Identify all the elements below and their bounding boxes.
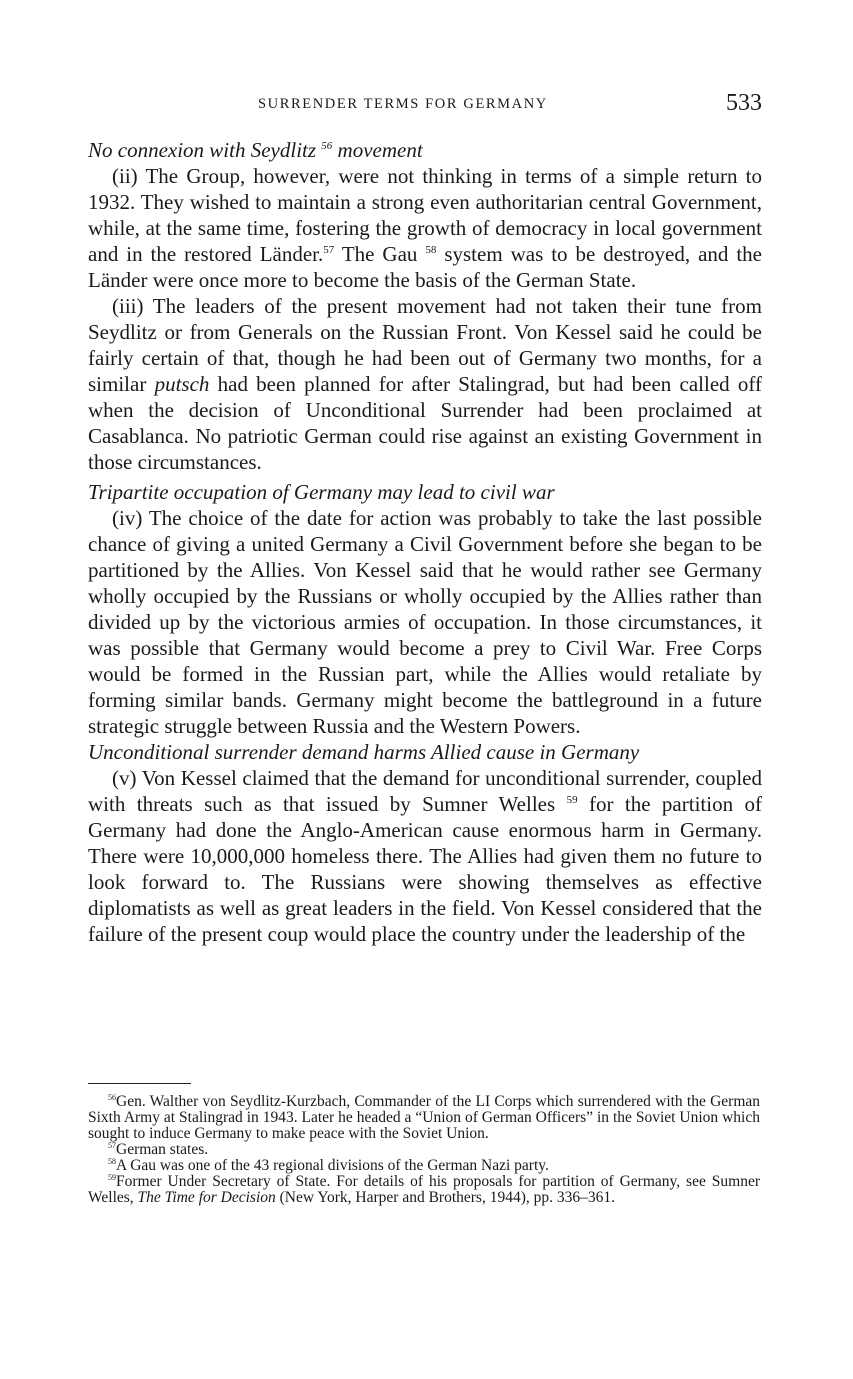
footnote-number: 59 [108,1173,116,1182]
footnote-number: 57 [108,1141,116,1150]
paragraph-v [88,765,762,947]
paragraph-text: The Gau [334,242,426,266]
section-heading-unconditional: Unconditional surrender demand harms Allied cause in Germany [88,740,640,764]
running-head [88,92,762,118]
italic-term-putsch: putsch [154,372,210,396]
footnote-text: (New York, Harper and Brothers, 1944), pp. 336–361. [275,1189,615,1206]
footnote-59 [88,1174,760,1206]
paragraph-ii [88,163,762,293]
running-title: SURRENDER TERMS FOR GERMANY [258,96,548,112]
footnote-text: Former Under Secretary of State. For details of his proposals for partition of Germany, see Sumner Welles, [88,1173,760,1206]
footnote-57 [88,1142,760,1158]
book-title: The Time for Decision [137,1189,276,1206]
footnote-ref-57[interactable]: 57 [323,244,335,256]
footnote-ref-59[interactable]: 59 [566,794,578,806]
footnote-ref-58[interactable]: 58 [425,244,437,256]
paragraph-iv: (iv) The choice of the date for action was probably to take the last possible chance of giving a united Germany a Civil Government before she began to be partitioned by the Allies. Von Kessel said that he would rather see Germany wholly occupied by the Russians or wholly occupied by the Allies rather than divided up by the victorious armies of occupation. In those circumstances, it was possible that Germany would become a prey to Civil War. Free Corps would be formed in the Russian part, while the Allies would retaliate by forming similar bands. Germany might become the battleground in a future strategic struggle between Russia and the Western Powers. [88,506,762,738]
section-heading-seydlitz [88,137,762,163]
heading-text-tail: movement [332,138,423,162]
paragraph-text: system was to be destroyed, and the Länder were once more to become the basis of the German State. [88,242,762,292]
footnote-ref-56[interactable]: 56 [321,140,333,152]
footnote-text: German states. [116,1141,209,1158]
footnote-divider [88,1083,191,1084]
body-text [88,137,762,947]
footnote-text: Gen. Walther von Seydlitz-Kurzbach, Commander of the LI Corps which surrendered with the German Sixth Army at Stalingrad in 1943. Later he headed a “Union of German Officers” in the Soviet Union which sought to induce Germany to make peace with the Soviet Union. [88,1093,760,1142]
footnote-58 [88,1158,760,1174]
footnote-number: 58 [108,1157,116,1166]
paragraph-text: (iii) The leaders of the present movement had not taken their tune from Seydlitz or from Generals on the Russian Front. Von Kessel said he could be fairly certain of that, though he had been out of Germany two months, for a similar [88,294,762,396]
paragraph-text: (ii) The Group, however, were not thinking in terms of a simple return to 1932. They wished to maintain a strong even authoritarian central Government, while, at the same time, fostering the growth of democracy in local government and in the restored Länder. [88,164,762,266]
heading-text: No connexion with Seydlitz [88,138,317,162]
page-number: 533 [726,90,762,116]
paragraph-text: had been planned for after Stalingrad, but had been called off when the decision of Unconditional Surrender had been proclaimed at Casablanca. No patriotic German could rise against an existing Government in those circumstances. [88,372,762,474]
section-heading-tripartite: Tripartite occupation of Germany may lead to civil war [88,480,555,504]
footnotes [88,1094,760,1206]
paragraph-text: for the partition of Germany had done the Anglo-American cause enormous harm in Germany. There were 10,000,000 homeless there. The Allies had given them no future to look forward to. The Russians were showing themselves as effective diplomatists as well as great leaders in the field. Von Kessel considered that the failure of the present coup would place the country under the leadership of the [88,792,762,946]
paragraph-iii [88,293,762,475]
footnote-text: A Gau was one of the 43 regional divisions of the German Nazi party. [116,1157,549,1174]
footnote-56 [88,1094,760,1142]
paragraph-text: (v) Von Kessel claimed that the demand for unconditional surrender, coupled with threats such as that issued by Sumner Welles [88,766,762,816]
footnote-number: 56 [108,1093,116,1102]
